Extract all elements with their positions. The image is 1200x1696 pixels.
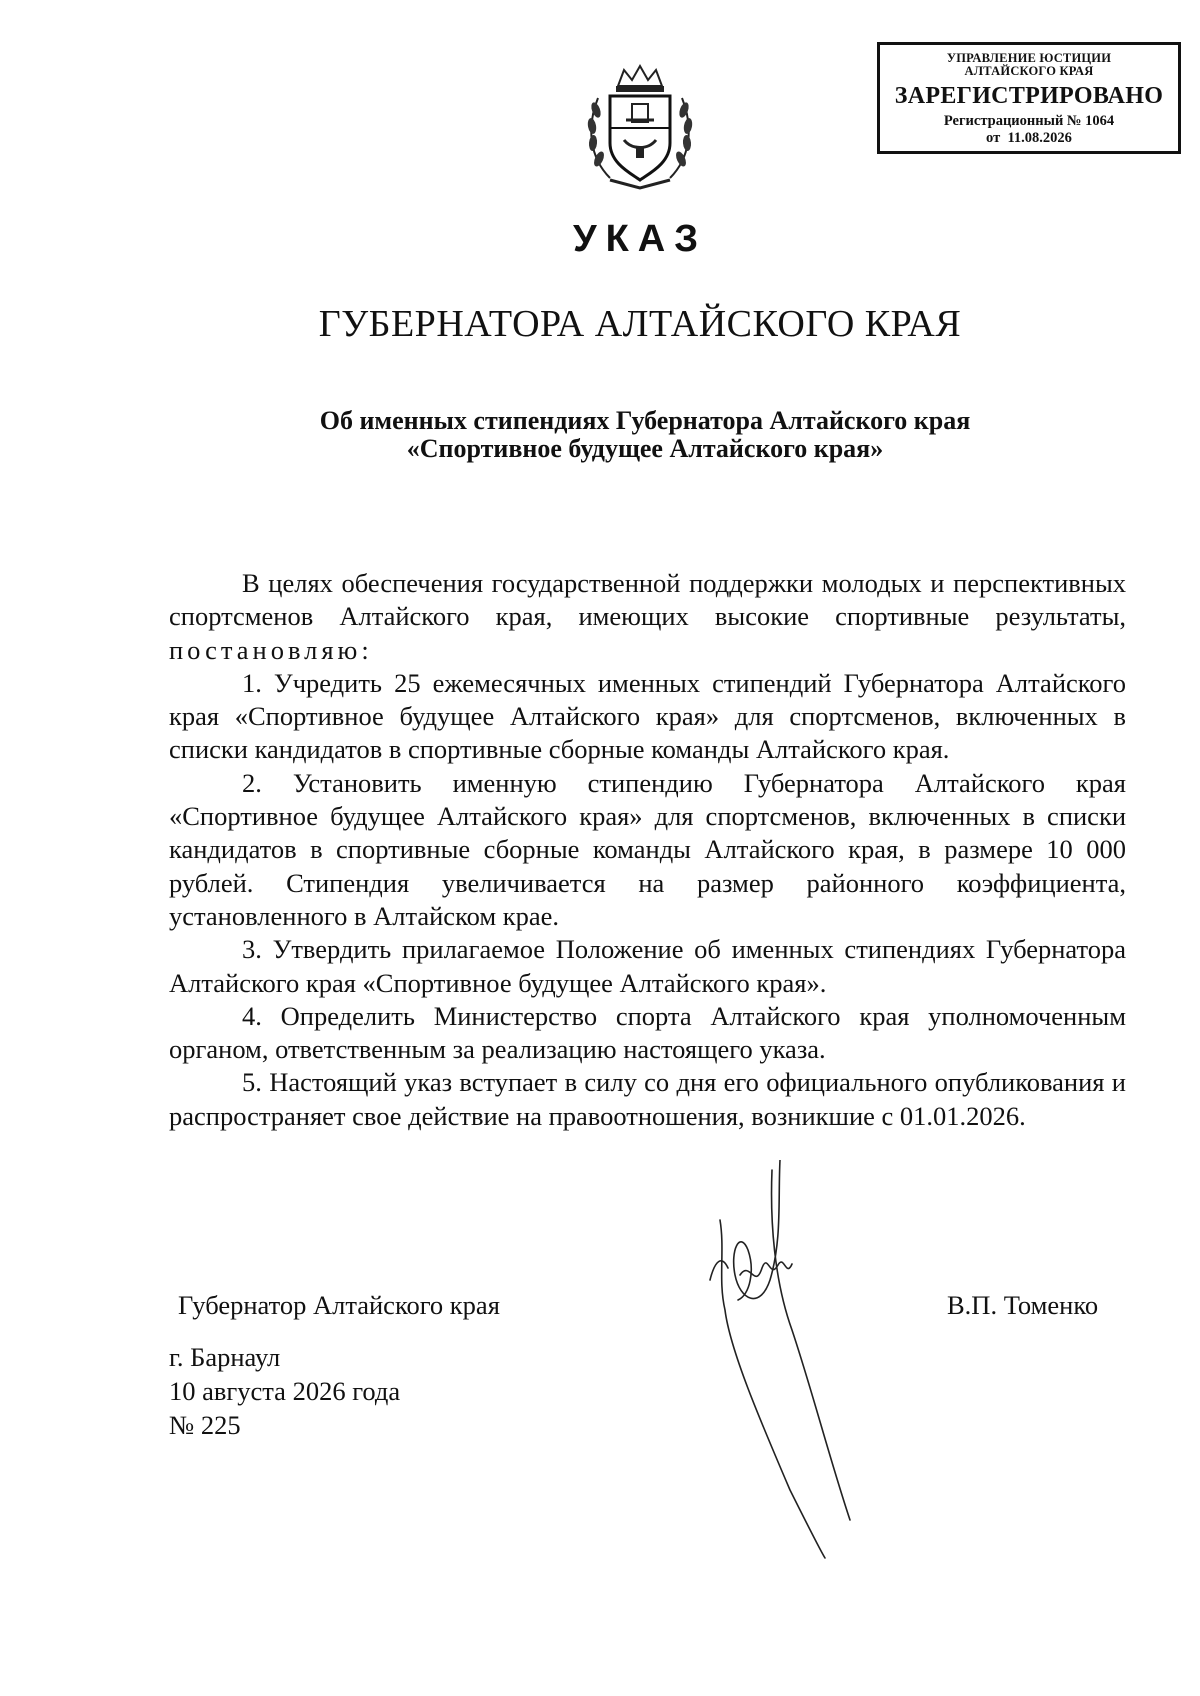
- document-type-title: УКАЗ: [572, 218, 708, 260]
- signing-date: 10 августа 2026 года: [169, 1376, 401, 1406]
- document-footer: [169, 1340, 400, 1442]
- stamp-status: ЗАРЕГИСТРИРОВАНО: [894, 83, 1164, 109]
- item-2: 2. Установить именную стипендию Губернатора Алтайского края «Спортивное будущее Алтайского края» для спортсменов, включенных в списки кандидатов в спортивные сборные команды Алтайского края, в размере 10 000 рублей. Стипендия увеличивается на размер районного коэффициента, установленного в Алтайском крае.: [169, 767, 1126, 931]
- item-1: 1. Учредить 25 ежемесячных именных стипендий Губернатора Алтайского края «Спортивное будущее Алтайского края» для спортсменов, включенных в списки кандидатов в спортивные сборные команды Алтайского края.: [169, 667, 1126, 765]
- item-4: 4. Определить Министерство спорта Алтайского края уполномоченным органом, ответственным за реализацию настоящего указа.: [169, 1000, 1126, 1065]
- document-subject: [0, 407, 1200, 463]
- stamp-reg-number: Регистрационный № 1064: [943, 113, 1115, 129]
- stamp-org-line1: УПРАВЛЕНИЕ ЮСТИЦИИ: [946, 51, 1112, 65]
- stamp-org-line2: АЛТАЙСКОГО КРАЯ: [964, 64, 1094, 78]
- signatory-position: Губернатор Алтайского края: [178, 1290, 500, 1320]
- document-body: [169, 567, 1126, 1133]
- registration-stamp: [877, 42, 1181, 154]
- item-3: 3. Утвердить прилагаемое Положение об именных стипендиях Губернатора Алтайского края «Спортивное будущее Алтайского края».: [169, 934, 1126, 998]
- signatory-name: В.П. Томенко: [947, 1290, 1099, 1320]
- stamp-reg-date: от 11.08.2026: [986, 130, 1072, 146]
- handwritten-signature: [700, 1160, 880, 1560]
- issuer-title: ГУБЕРНАТОРА АЛТАЙСКОГО КРАЯ: [318, 303, 962, 345]
- subject-line-2: «Спортивное будущее Алтайского края»: [406, 434, 884, 463]
- altai-krai-coat-of-arms-icon: [580, 58, 700, 198]
- preamble-text: В целях обеспечения государственной поддержки молодых и перспективных спортсменов Алтайского края, имеющих высокие спортивные результаты,: [169, 568, 1126, 632]
- item-5: 5. Настоящий указ вступает в силу со дня его официального опубликования и распространяет свое действие на правоотношения, возникшие с 01.01.2026.: [169, 1067, 1126, 1131]
- city: г. Барнаул: [169, 1342, 281, 1372]
- subject-line-1: Об именных стипендиях Губернатора Алтайского края: [319, 406, 971, 435]
- decree-word: постановляю:: [169, 634, 373, 665]
- document-number: № 225: [169, 1410, 241, 1440]
- preamble: [169, 567, 1126, 667]
